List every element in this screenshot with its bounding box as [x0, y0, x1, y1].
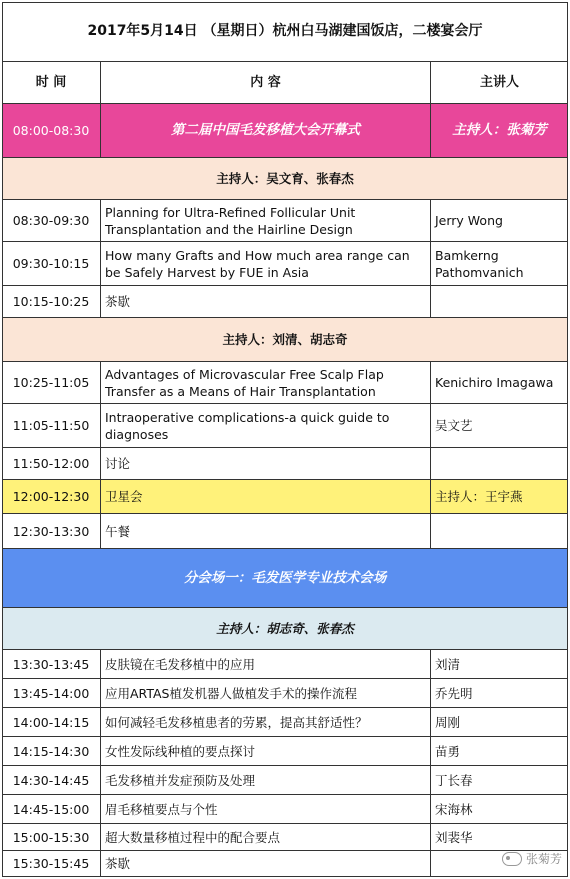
row-time: 09:30-10:15 — [2, 242, 101, 285]
row-topic: 如何减轻毛发移植患者的劳累，提高其舒适性？ — [101, 708, 431, 736]
lunch-label: 午餐 — [101, 514, 431, 548]
table-row — [2, 650, 568, 679]
session-host-row — [2, 158, 568, 200]
row-time: 10:15-10:25 — [2, 286, 101, 317]
row-speaker — [431, 286, 568, 317]
branch-row — [2, 549, 568, 608]
column-header-time: 时 间 — [2, 62, 101, 103]
opening-row — [2, 104, 568, 158]
opening-time: 08:00-08:30 — [2, 104, 101, 157]
wechat-watermark — [502, 850, 562, 867]
table-row — [2, 286, 568, 318]
row-topic: 茶歇 — [101, 286, 431, 317]
satellite-time: 12:00-12:30 — [2, 480, 101, 513]
table-row — [2, 362, 568, 404]
row-topic: 皮肤镜在毛发移植中的应用 — [101, 650, 431, 678]
satellite-host: 主持人：王宇燕 — [435, 489, 523, 504]
column-header-row — [2, 62, 568, 104]
session-host-row — [2, 608, 568, 650]
table-row — [2, 737, 568, 766]
row-speaker: 周刚 — [435, 714, 461, 730]
row-speaker: 丁长春 — [435, 772, 473, 788]
row-topic: 眉毛移植要点与个性 — [101, 795, 431, 823]
row-time: 14:45-15:00 — [2, 795, 101, 823]
row-time: 14:15-14:30 — [2, 737, 101, 765]
row-topic: Intraoperative complications-a quick guide to diagnoses — [101, 404, 431, 447]
row-speaker: Kenichiro Imagawa — [435, 375, 554, 390]
branch-title: 分会场一：毛发医学专业技术会场 — [183, 569, 387, 586]
row-topic: 超大数量移植过程中的配合要点 — [101, 824, 431, 850]
row-speaker: 刘裴华 — [435, 829, 473, 845]
row-topic: 讨论 — [101, 448, 431, 479]
row-time: 14:00-14:15 — [2, 708, 101, 736]
satellite-topic: 卫星会 — [101, 480, 431, 513]
watermark-text: 张菊芳 — [525, 852, 562, 866]
row-topic: Planning for Ultra-Refined Follicular Unit Transplantation and the Hairline Design — [101, 200, 431, 241]
wechat-icon — [502, 852, 522, 866]
table-row — [2, 766, 568, 795]
table-row — [2, 242, 568, 286]
table-row — [2, 200, 568, 242]
row-time: 11:50-12:00 — [2, 448, 101, 479]
lunch-time: 12:30-13:30 — [2, 514, 101, 548]
column-header-content: 内 容 — [101, 62, 431, 103]
row-topic: 毛发移植并发症预防及处理 — [101, 766, 431, 794]
row-time: 13:30-13:45 — [2, 650, 101, 678]
row-time: 10:25-11:05 — [2, 362, 101, 403]
column-header-speaker: 主讲人 — [479, 75, 519, 90]
table-row — [2, 708, 568, 737]
session-hosts: 主持人：吴文育、张春杰 — [216, 171, 354, 186]
table-row — [2, 404, 568, 448]
table-row — [2, 448, 568, 480]
opening-title: 第二届中国毛发移植大会开幕式 — [101, 104, 431, 157]
row-time: 11:05-11:50 — [2, 404, 101, 447]
table-row — [2, 679, 568, 708]
row-topic: 女性发际线种植的要点探讨 — [101, 737, 431, 765]
session-host-row — [2, 318, 568, 362]
row-topic: 应用ARTAS植发机器人做植发手术的操作流程 — [101, 679, 431, 707]
lunch-row — [2, 514, 568, 549]
row-time: 15:30-15:45 — [2, 851, 101, 876]
row-time: 14:30-14:45 — [2, 766, 101, 794]
row-topic: How many Grafts and How much area range can be Safely Harvest by FUE in Asia — [101, 242, 431, 285]
table-row — [2, 851, 568, 877]
lunch-speaker — [431, 514, 568, 548]
opening-host: 主持人：张菊芳 — [452, 122, 547, 138]
row-speaker: 苗勇 — [435, 743, 461, 759]
page-title: 2017年5月14日 （星期日）杭州白马湖建国饭店，二楼宴会厅 — [87, 23, 483, 39]
table-row — [2, 795, 568, 824]
row-speaker: 刘清 — [435, 656, 461, 672]
row-speaker — [431, 448, 568, 479]
row-speaker: Bamkerng Pathomvanich — [435, 247, 524, 280]
row-time: 08:30-09:30 — [2, 200, 101, 241]
row-time: 13:45-14:00 — [2, 679, 101, 707]
row-speaker: 宋海林 — [435, 801, 473, 817]
row-speaker: 乔先明 — [435, 685, 473, 701]
row-topic: Advantages of Microvascular Free Scalp Flap Transfer as a Means of Hair Transplantation — [101, 362, 431, 403]
title-row — [2, 2, 568, 62]
satellite-row — [2, 480, 568, 514]
row-speaker: 吴文艺 — [435, 418, 473, 433]
row-topic: 茶歇 — [101, 851, 431, 876]
session-hosts: 主持人：胡志奇、张春杰 — [216, 621, 354, 636]
row-speaker: Jerry Wong — [435, 213, 503, 228]
session-hosts: 主持人：刘清、胡志奇 — [222, 332, 348, 347]
row-time: 15:00-15:30 — [2, 824, 101, 850]
table-row — [2, 824, 568, 851]
